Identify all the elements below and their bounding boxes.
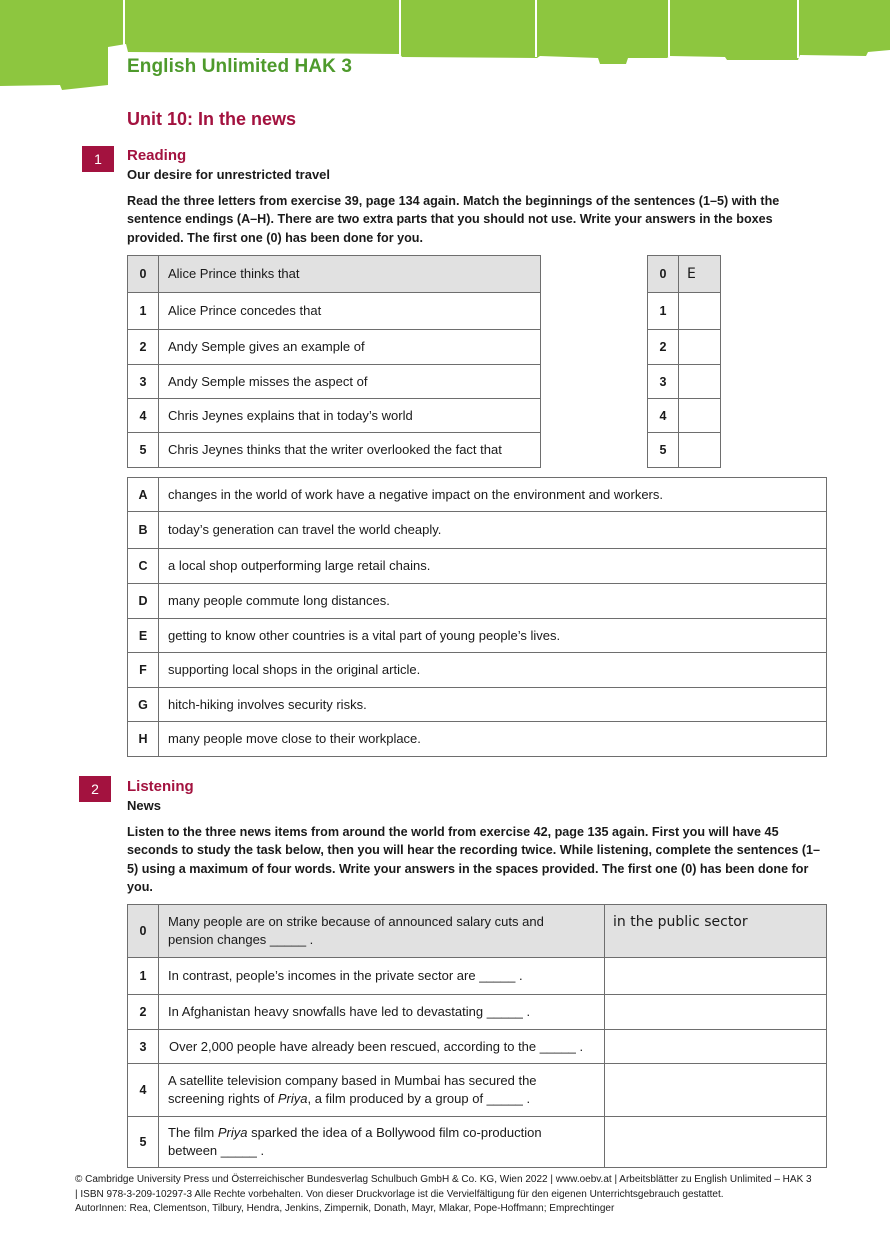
exercise-1-title: Reading [127, 147, 187, 164]
answer-space[interactable] [605, 1117, 827, 1168]
sentence-text-part: The film [168, 1125, 218, 1140]
ending-row [128, 549, 827, 584]
beginning-row [128, 365, 541, 399]
copyright-notice: © Cambridge University Press und Österreichischer Bundesverlag Schulbuch GmbH & Co. KG, Wien 2022 | www.oebv.at | Arbeitsblätter zu English Unlimited – HAK 3 | ISBN 978-3-209-10297-3 Alle Rechte vorbehalten. Von dieser Druckvorlage ist die Vervielfältigung für den eigenen Unterrichtsgebrauch gestattet. [75, 1174, 812, 1200]
answer-space[interactable] [605, 958, 827, 995]
beginning-row [128, 433, 541, 468]
answer-row [648, 399, 721, 433]
sentence-text-part: In contrast, people’s incomes in the private sector are _____ . [168, 968, 523, 983]
row-number: 2 [128, 995, 159, 1030]
row-number: 5 [128, 1117, 159, 1168]
ending-row [128, 688, 827, 722]
ending-row [128, 722, 827, 757]
sentence-text [159, 1117, 605, 1168]
answer-number: 3 [648, 365, 679, 399]
answer-space: in the public sector [605, 905, 827, 958]
ending-letter: D [128, 584, 159, 619]
ending-letter: B [128, 512, 159, 549]
ending-row [128, 512, 827, 549]
answer-row [648, 330, 721, 365]
authors-line: AutorInnen: Rea, Clementson, Tilbury, Hendra, Jenkins, Zimpernik, Donath, Mayr, Mlakar, Pope-Hoffmann; Emprechtinger [75, 1203, 615, 1215]
answer-row [648, 433, 721, 468]
answer-number: 1 [648, 293, 679, 330]
beginning-row [128, 399, 541, 433]
endings-table [127, 477, 827, 757]
book-title: English Unlimited HAK 3 [127, 56, 353, 77]
ending-text: today’s generation can travel the world cheaply. [159, 512, 827, 549]
listening-row [128, 1064, 827, 1117]
sentence-text [159, 905, 605, 958]
ending-letter: A [128, 478, 159, 512]
answer-box[interactable] [679, 330, 721, 365]
ending-letter: E [128, 619, 159, 653]
row-number: 1 [128, 958, 159, 995]
ending-text: getting to know other countries is a vital part of young people’s lives. [159, 619, 827, 653]
answer-row [648, 365, 721, 399]
header-green-shape [0, 0, 890, 95]
ending-letter: H [128, 722, 159, 757]
ending-text: changes in the world of work have a negative impact on the environment and workers. [159, 478, 827, 512]
ending-letter: G [128, 688, 159, 722]
exercise-2-badge: 2 [79, 776, 111, 802]
answer-boxes-table [647, 255, 721, 468]
beginning-text: Alice Prince thinks that [159, 256, 541, 293]
unit-title: Unit 10: In the news [127, 109, 297, 129]
ending-text: supporting local shops in the original article. [159, 653, 827, 688]
exercise-1-subtitle: Our desire for unrestricted travel [127, 167, 331, 182]
row-number: 0 [128, 905, 159, 958]
listening-row [128, 958, 827, 995]
row-number: 3 [128, 1030, 159, 1064]
ending-row [128, 584, 827, 619]
beginning-text: Andy Semple gives an example of [159, 330, 541, 365]
beginning-row [128, 256, 541, 293]
ending-letter: C [128, 549, 159, 584]
answer-box: E [679, 256, 721, 293]
answer-number: 5 [648, 433, 679, 468]
beginning-text: Chris Jeynes thinks that the writer overlooked the fact that [159, 433, 541, 468]
answer-number: 2 [648, 330, 679, 365]
ending-row [128, 478, 827, 512]
beginning-text: Andy Semple misses the aspect of [159, 365, 541, 399]
header-banner [0, 0, 890, 95]
answer-space[interactable] [605, 1030, 827, 1064]
sentence-text-part: , a film produced by a group of _____ . [307, 1091, 531, 1106]
row-number: 0 [128, 256, 159, 293]
answer-box[interactable] [679, 399, 721, 433]
answer-space[interactable] [605, 995, 827, 1030]
exercise-2-subtitle: News [127, 798, 161, 813]
row-number: 3 [128, 365, 159, 399]
ending-text: hitch-hiking involves security risks. [159, 688, 827, 722]
beginning-text: Chris Jeynes explains that in today’s world [159, 399, 541, 433]
answer-box[interactable] [679, 365, 721, 399]
answer-box[interactable] [679, 433, 721, 468]
answer-row [648, 293, 721, 330]
ending-letter: F [128, 653, 159, 688]
film-title: Priya [217, 1125, 248, 1140]
sentence-text-part: In Afghanistan heavy snowfalls have led to devastating _____ . [168, 1004, 531, 1019]
sentence-text-part: Over 2,000 people have already been rescued, according to the _____ . [169, 1038, 584, 1054]
answer-box[interactable] [679, 293, 721, 330]
sentence-text [159, 995, 605, 1030]
beginning-row [128, 293, 541, 330]
row-number: 5 [128, 433, 159, 468]
exercise-1-instructions: Read the three letters from exercise 39, page 134 again. Match the beginnings of the sentences (1–5) with the sentence endings (A–H). There are two extra parts that you should not use. Write your answers in the boxes provided. The first one (0) has been done for you. [127, 194, 780, 245]
ending-row [128, 653, 827, 688]
ending-text: many people move close to their workplace. [159, 722, 827, 757]
beginning-row [128, 330, 541, 365]
row-number: 4 [128, 399, 159, 433]
answer-row [648, 256, 721, 293]
answer-space[interactable] [605, 1064, 827, 1117]
film-title: Priya [277, 1091, 308, 1106]
ending-text: many people commute long distances. [159, 584, 827, 619]
listening-row [128, 905, 827, 958]
exercise-2-instructions: Listen to the three news items from around the world from exercise 42, page 135 again. First you will have 45 seconds to study the task below, then you will hear the recording twice. While listening, complete the sentences (1–5) using a maximum of four words. Write your answers in the spaces provided. The first one (0) has been done for you. [127, 825, 821, 894]
exercise-2-title: Listening [127, 778, 194, 795]
sentence-text-part: A satellite television company based in Mumbai has secured the screening rights of [168, 1073, 537, 1106]
answer-number: 0 [648, 256, 679, 293]
row-number: 2 [128, 330, 159, 365]
row-number: 4 [128, 1064, 159, 1117]
page-footer [75, 1173, 815, 1217]
listening-row [128, 1117, 827, 1168]
sentence-text-part: Many people are on strike because of announced salary cuts and pension changes _____ . [168, 914, 544, 947]
row-number: 1 [128, 293, 159, 330]
listening-table [127, 904, 827, 1168]
ending-text: a local shop outperforming large retail chains. [159, 549, 827, 584]
exercise-1-badge: 1 [82, 146, 114, 172]
sentence-text [159, 958, 605, 995]
ending-row [128, 619, 827, 653]
listening-row [128, 1030, 827, 1064]
sentence-text [159, 1030, 605, 1064]
sentence-text [159, 1064, 605, 1117]
sentence-text-part: sparked the idea of a Bollywood film co-production between _____ . [168, 1125, 542, 1158]
listening-row [128, 995, 827, 1030]
beginnings-table [127, 255, 541, 468]
beginning-text: Alice Prince concedes that [159, 293, 541, 330]
answer-number: 4 [648, 399, 679, 433]
